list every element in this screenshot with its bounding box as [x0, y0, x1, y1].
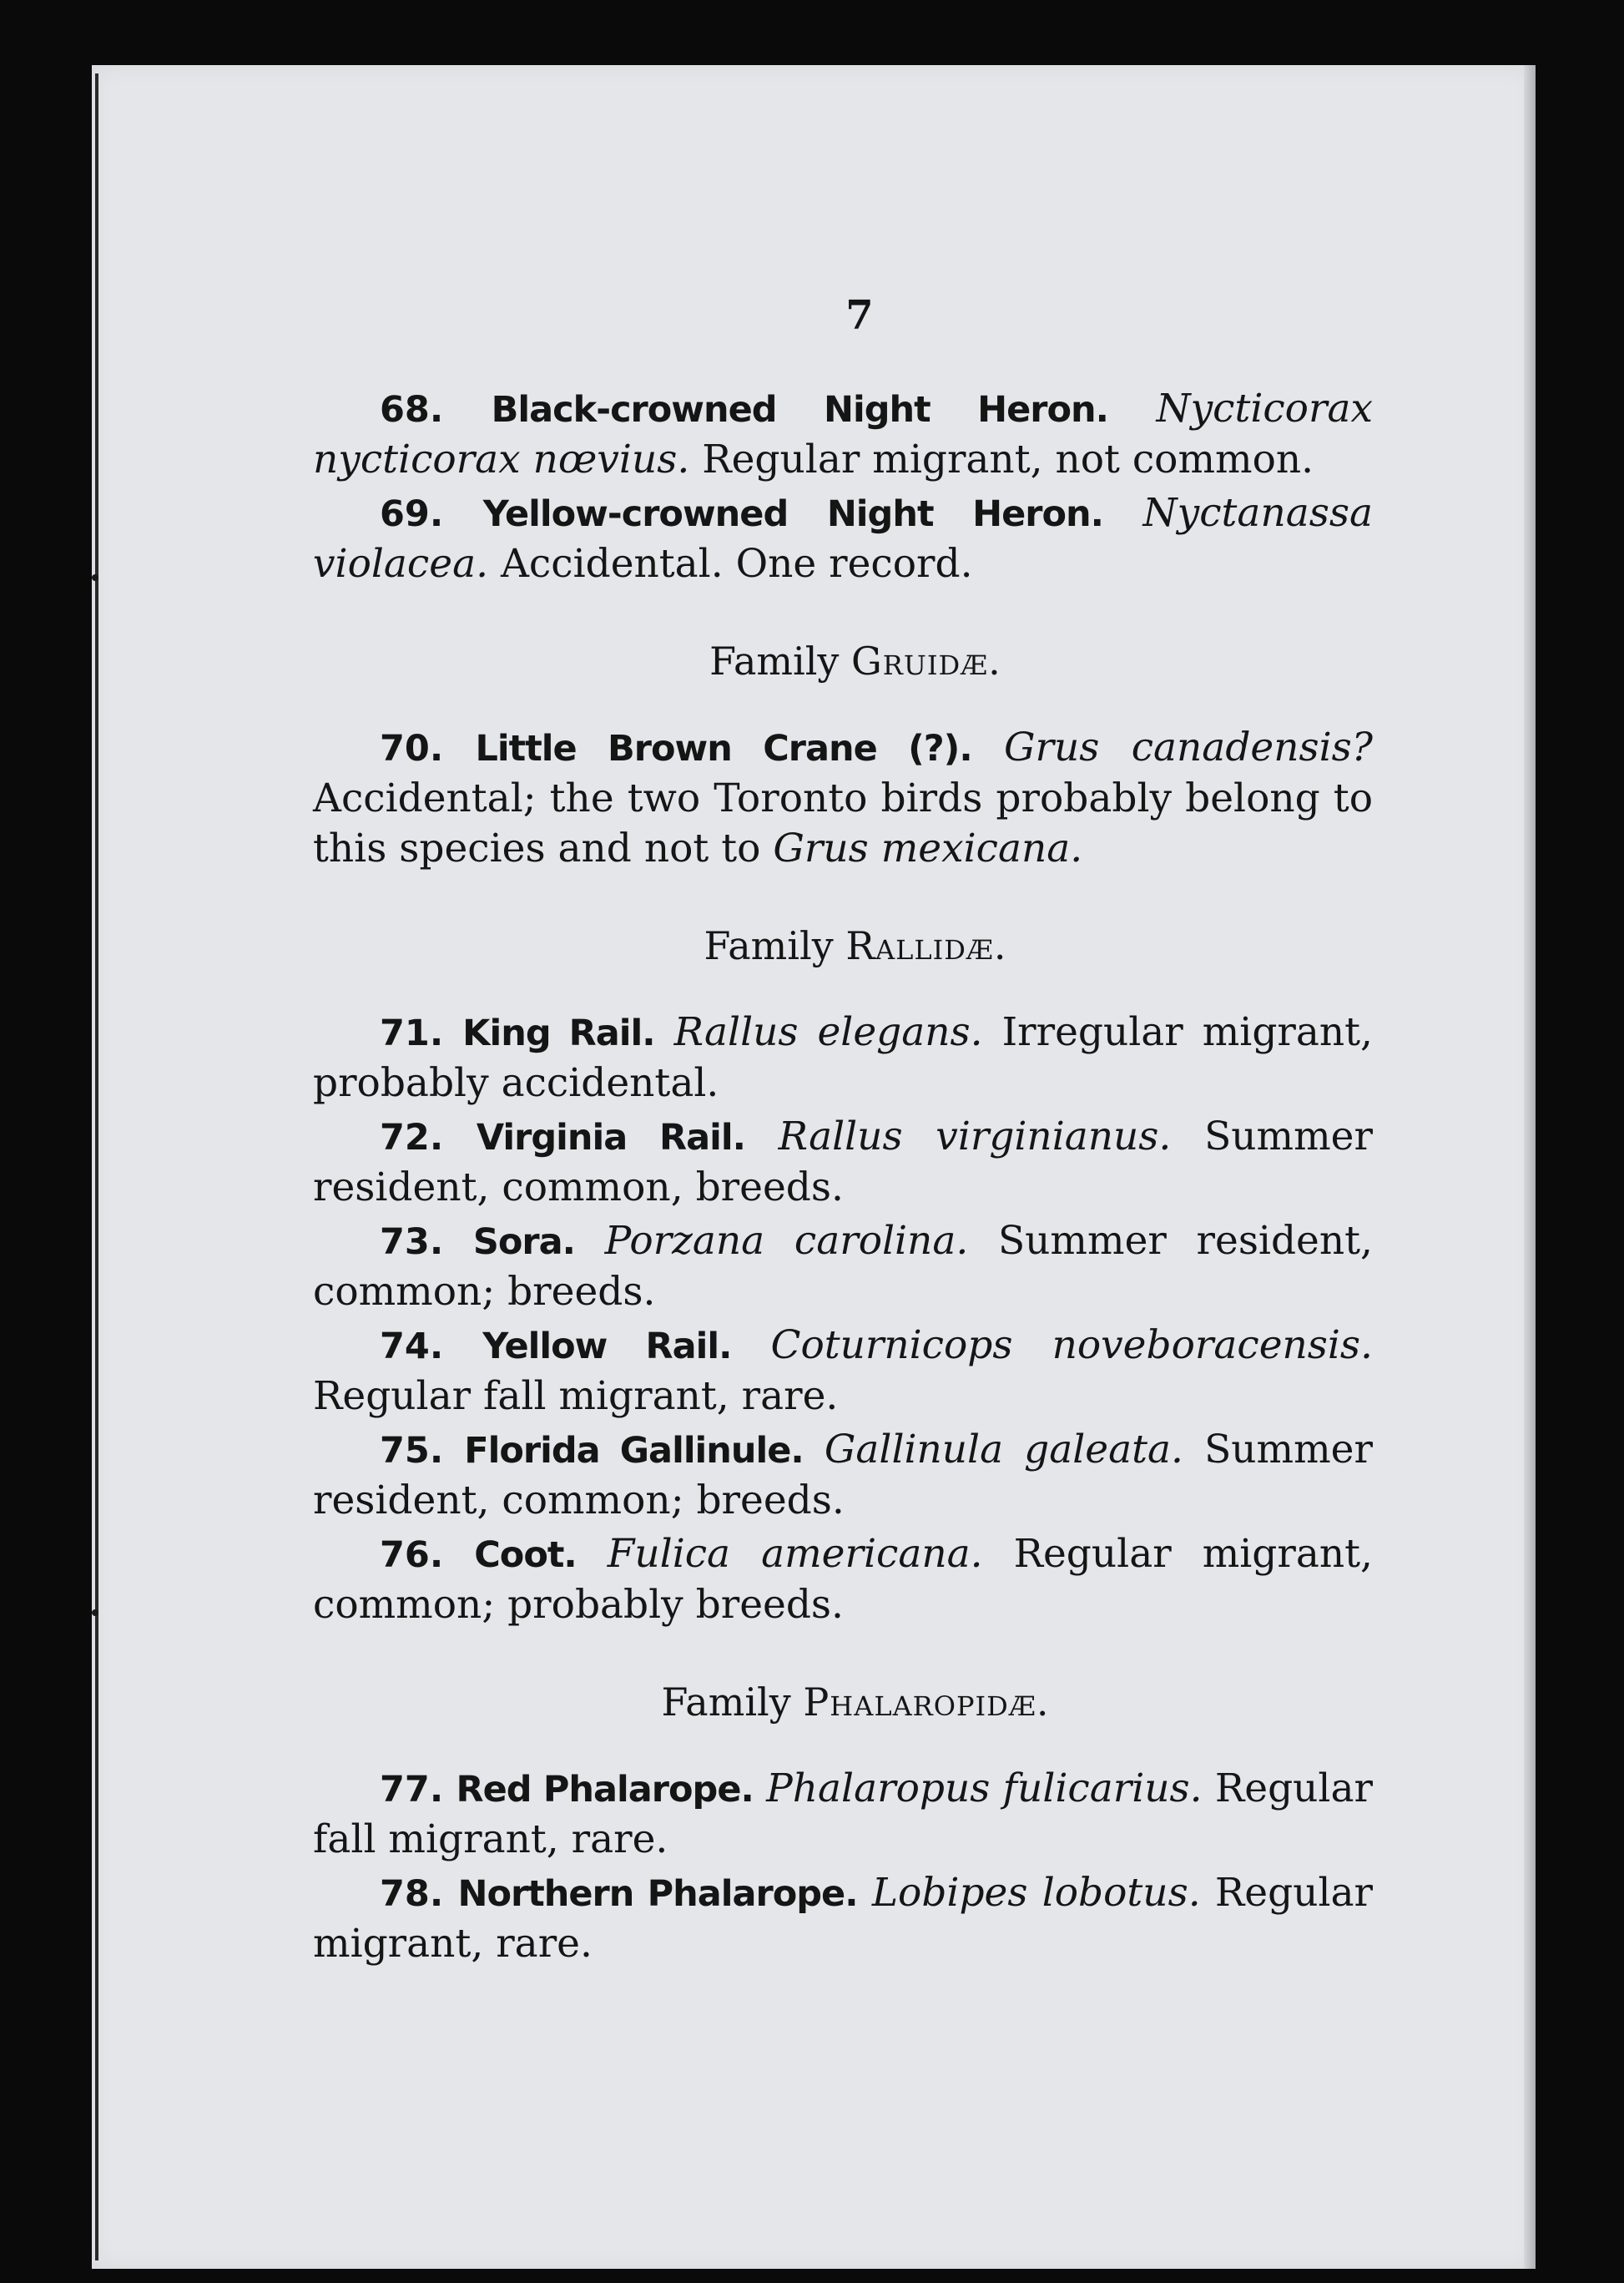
scientific-name: Fulica americana.: [607, 1531, 983, 1577]
page-right-edge: [1524, 65, 1536, 2269]
status-note: Accidental; the two Toronto birds probably belong to this species and not to: [313, 775, 1373, 871]
common-name: Red Phalarope.: [456, 1769, 754, 1811]
status-note: Regular migrant, not common.: [702, 437, 1314, 482]
common-name: King Rail.: [462, 1013, 655, 1054]
scientific-name: Porzana carolina.: [604, 1218, 969, 1264]
status-note: Summer resident, common; breeds.: [313, 1427, 1373, 1523]
scientific-name: Coturnicops noveboracensis.: [770, 1322, 1373, 1368]
status-note: Irregular migrant, probably accidental.: [313, 1009, 1373, 1106]
entry-number: 76.: [380, 1534, 444, 1576]
entry-number: 73.: [380, 1221, 444, 1263]
entry-number: 75.: [380, 1430, 444, 1472]
family-heading: [313, 1677, 1373, 1727]
family-name: Phalaropidæ.: [803, 1679, 1050, 1725]
species-entry: [313, 1008, 1373, 1109]
species-entry: [313, 1321, 1373, 1422]
family-heading: [313, 636, 1373, 686]
family-name: Rallidæ.: [845, 923, 1007, 968]
status-note: Regular migrant, common; probably breeds.: [313, 1531, 1373, 1628]
entry-number: 69.: [380, 493, 444, 535]
margin-speck: [92, 1609, 98, 1616]
page-number: 7: [845, 292, 874, 339]
family-prefix: Family: [704, 923, 834, 968]
scientific-name: Nyctanassa violacea.: [313, 490, 1373, 587]
species-entry: [313, 1112, 1373, 1213]
common-name: Yellow-crowned Night Heron.: [482, 493, 1103, 535]
status-note: Summer resident, common; breeds.: [313, 1218, 1373, 1315]
scientific-name: Nycticorax nycticorax nœvius.: [313, 386, 1373, 482]
entry-number: 71.: [380, 1013, 444, 1054]
status-note: Regular migrant, rare.: [313, 1870, 1373, 1967]
species-entry: [313, 1529, 1373, 1630]
family-heading: [313, 921, 1373, 971]
scientific-name-secondary: Grus mexicana.: [773, 826, 1083, 871]
book-page: [92, 65, 1536, 2269]
scientific-name: Gallinula galeata.: [824, 1427, 1183, 1472]
status-note: Regular fall migrant, rare.: [313, 1765, 1373, 1862]
page-text-column: [313, 290, 1373, 1969]
scientific-name: Grus canadensis?: [1003, 725, 1373, 770]
species-entry: [313, 488, 1373, 589]
species-entry: [313, 1216, 1373, 1317]
status-note: Regular fall migrant, rare.: [313, 1373, 839, 1419]
scientific-name: Rallus virginianus.: [778, 1114, 1172, 1159]
entry-number: 70.: [380, 728, 444, 770]
common-name: Yellow Rail.: [482, 1326, 732, 1367]
scientific-name: Rallus elegans.: [673, 1009, 983, 1055]
scientific-name: Phalaropus fulicarius.: [766, 1765, 1203, 1811]
entry-number: 78.: [380, 1873, 444, 1915]
species-entry: [313, 1764, 1373, 1865]
margin-speck: [92, 574, 98, 581]
entry-number: 68.: [380, 389, 444, 431]
entry-number: 77.: [380, 1769, 444, 1811]
page-gutter-line: [95, 73, 98, 2260]
family-name: Gruidæ.: [851, 639, 1001, 684]
species-entry: [313, 723, 1373, 874]
common-name: Virginia Rail.: [476, 1117, 745, 1159]
common-name: Sora.: [472, 1221, 575, 1263]
scientific-name: Lobipes lobotus.: [871, 1870, 1201, 1916]
common-name: Black-crowned Night Heron.: [491, 389, 1109, 431]
family-prefix: Family: [661, 1679, 791, 1725]
common-name: Little Brown Crane (?).: [475, 728, 972, 770]
common-name: Northern Phalarope.: [457, 1873, 858, 1915]
family-prefix: Family: [709, 639, 840, 684]
species-entry: [313, 1868, 1373, 1969]
entry-number: 72.: [380, 1117, 444, 1159]
entry-number: 74.: [380, 1326, 444, 1367]
status-note: Summer resident, common, breeds.: [313, 1114, 1373, 1210]
status-note: Accidental. One record.: [500, 541, 973, 587]
species-entry: [313, 384, 1373, 485]
common-name: Coot.: [474, 1534, 577, 1576]
common-name: Florida Gallinule.: [464, 1430, 804, 1472]
species-entry: [313, 1425, 1373, 1526]
